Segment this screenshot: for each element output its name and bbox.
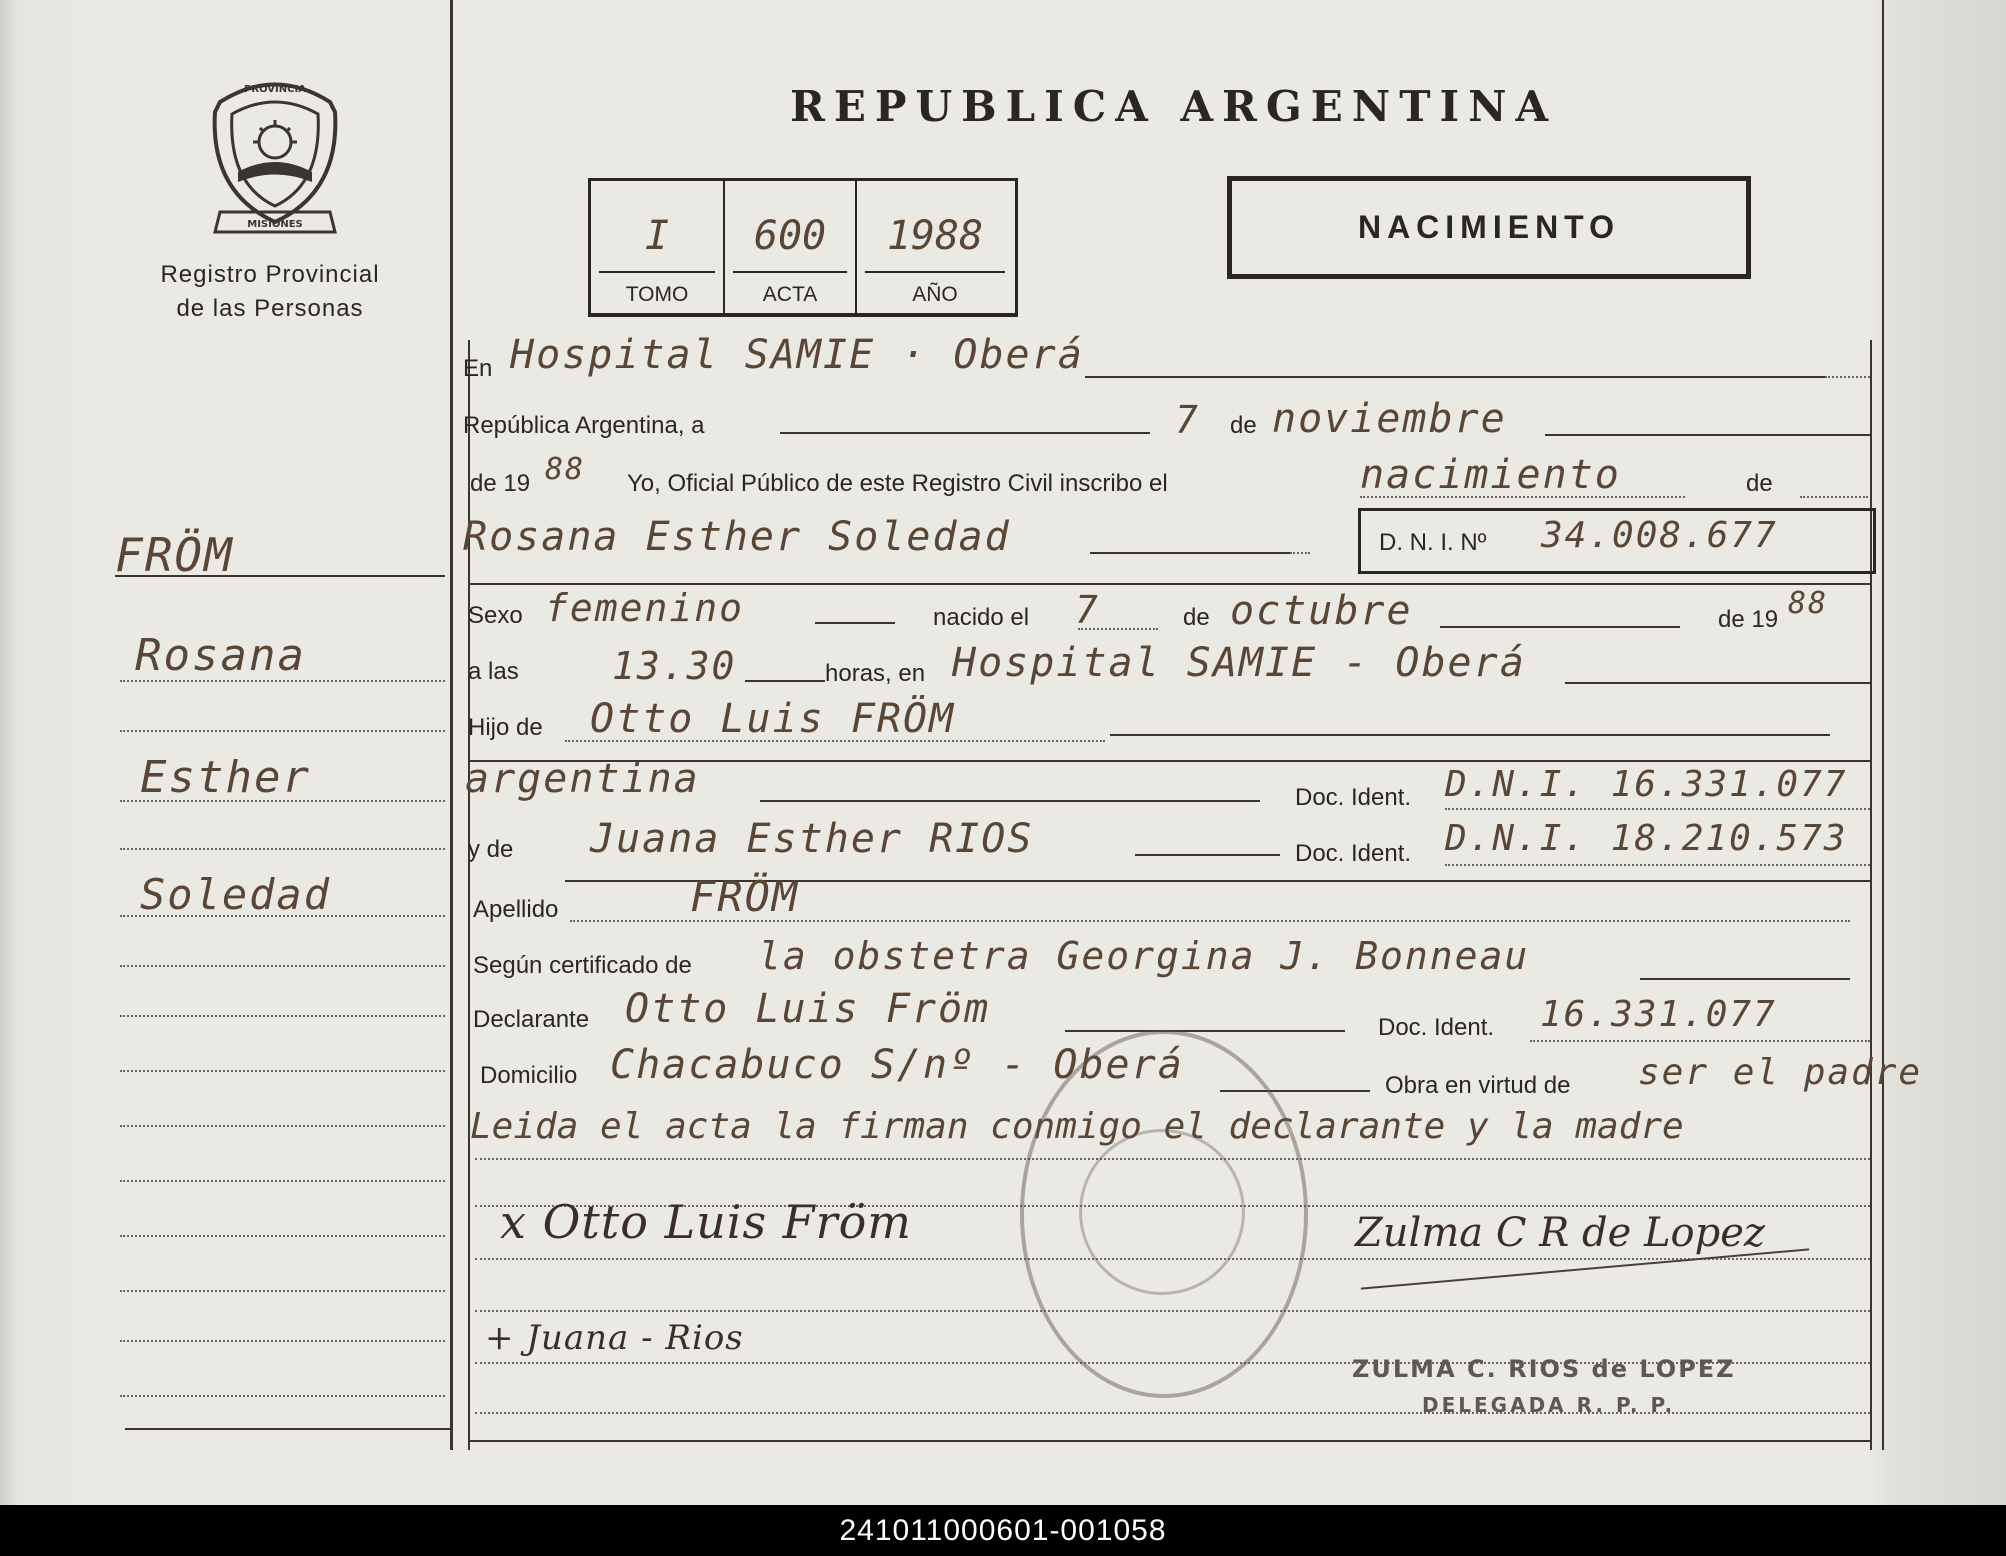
record-number-box: [588, 178, 1018, 317]
value-father-doc: D.N.I. 16.331.077: [1445, 764, 1848, 805]
value-father-nat: argentina: [465, 756, 700, 802]
label-sexo: Sexo: [468, 602, 523, 629]
office-line-2: de las Personas: [176, 295, 364, 322]
form-right-border-inner: [1870, 340, 1872, 1450]
value-declarante: Otto Luis Fröm: [625, 986, 991, 1032]
label-declarante: Declarante: [473, 1006, 590, 1033]
provincial-seal-logo: [200, 72, 350, 242]
value-year: 88: [545, 452, 586, 487]
value-birth-day: 7: [1075, 588, 1100, 632]
value-en: Hospital SAMIE · Oberá: [510, 332, 1084, 378]
label-apellido: Apellido: [473, 896, 559, 923]
ano-label: AÑO: [912, 283, 958, 306]
value-segun: la obstetra Georgina J. Bonneau: [758, 934, 1530, 978]
margin-given-3: Soledad: [140, 870, 332, 919]
ano-value: 1988: [886, 213, 984, 259]
tomo-cell: [591, 181, 725, 313]
value-obra: ser el padre: [1638, 1052, 1923, 1093]
official-round-seal: [1020, 1030, 1308, 1398]
form-right-border: [1882, 0, 1884, 1450]
label-doc-3: Doc. Ident.: [1378, 1014, 1495, 1041]
value-birth-month: octubre: [1230, 588, 1413, 634]
label-de19: de 19: [470, 470, 531, 497]
record-type-box: [1227, 176, 1751, 279]
value-day: 7: [1175, 398, 1200, 442]
image-code-bar: [0, 1505, 2006, 1556]
value-month: noviembre: [1272, 396, 1507, 442]
label-yo: Yo, Oficial Público de este Registro Civil inscribo el: [627, 470, 1168, 497]
seal-bottom-text: MISIONES: [247, 219, 303, 230]
value-dni: 34.008.677: [1541, 515, 1778, 556]
label-yde: y de: [468, 836, 514, 863]
issuing-office: [130, 258, 410, 326]
label-de19b: de 19: [1718, 606, 1779, 633]
seal-inner-emblem: [1079, 1129, 1245, 1295]
acta-label: ACTA: [762, 283, 818, 306]
value-place: Hospital SAMIE - Oberá: [952, 640, 1526, 686]
tomo-label: TOMO: [625, 283, 689, 306]
form-left-border: [468, 340, 470, 1450]
margin-divider: [450, 0, 453, 1450]
label-de-end: de: [1746, 470, 1773, 497]
label-doc-1: Doc. Ident.: [1295, 784, 1412, 811]
margin-given-1: Rosana: [135, 630, 306, 681]
label-en: En: [463, 355, 493, 382]
ano-cell: [857, 181, 1013, 313]
value-name: Rosana Esther Soledad: [463, 514, 1011, 560]
label-doc-2: Doc. Ident.: [1295, 840, 1412, 867]
delegate-name-stamp: ZULMA C. RIOS de LOPEZ: [1352, 1355, 1736, 1383]
label-alas: a las: [468, 658, 519, 685]
record-type: NACIMIENTO: [1357, 209, 1621, 245]
delegate-title-stamp: DELEGADA R. P. P.: [1422, 1393, 1676, 1417]
image-code: 241011000601-001058: [839, 1513, 1167, 1547]
value-sexo: femenino: [545, 586, 745, 630]
value-mother: Juana Esther RIOS: [590, 816, 1034, 862]
label-dni: D. N. I. Nº: [1379, 529, 1487, 556]
label-republica: República Argentina, a: [463, 412, 705, 439]
label-hijo: Hijo de: [468, 714, 543, 741]
label-obra: Obra en virtud de: [1385, 1072, 1571, 1099]
label-de-1: de: [1230, 412, 1257, 439]
mother-signature: + Juana - Rios: [485, 1318, 744, 1358]
tomo-value: I: [644, 213, 670, 259]
margin-rule-1: [115, 575, 445, 577]
official-signature: Zulma C R de Lopez: [1355, 1210, 1765, 1256]
margin-bottom-rule: [125, 1428, 450, 1430]
label-de-month: de: [1183, 604, 1210, 631]
label-horas: horas, en: [825, 660, 926, 687]
margin-surname: FRÖM: [115, 528, 234, 582]
office-line-1: Registro Provincial: [160, 261, 380, 288]
father-signature: x Otto Luis Fröm: [500, 1195, 912, 1249]
value-inscribo: nacimiento: [1360, 452, 1621, 498]
value-apellido: FRÖM: [690, 872, 800, 921]
margin-given-2: Esther: [140, 752, 311, 803]
value-time: 13.30: [612, 644, 737, 688]
acta-cell: [725, 181, 857, 313]
country-title: REPUBLICA ARGENTINA: [790, 82, 1558, 131]
label-domicilio: Domicilio: [480, 1062, 578, 1089]
label-segun: Según certificado de: [473, 952, 692, 979]
value-declarante-doc: 16.331.077: [1540, 994, 1777, 1035]
value-father: Otto Luis FRÖM: [590, 696, 956, 742]
form-bottom-rule: [470, 1440, 1870, 1442]
dni-box: [1358, 508, 1876, 574]
value-mother-doc: D.N.I. 18.210.573: [1445, 818, 1848, 859]
acta-value: 600: [753, 213, 827, 259]
seal-top-text: PROVINCIA: [244, 84, 306, 95]
value-domicilio: Chacabuco S/nº - Oberá: [610, 1042, 1184, 1088]
value-birth-year: 88: [1788, 586, 1829, 621]
label-nacido: nacido el: [933, 604, 1030, 631]
value-leida: Leida el acta la firman conmigo el declarante y la madre: [470, 1106, 1684, 1147]
